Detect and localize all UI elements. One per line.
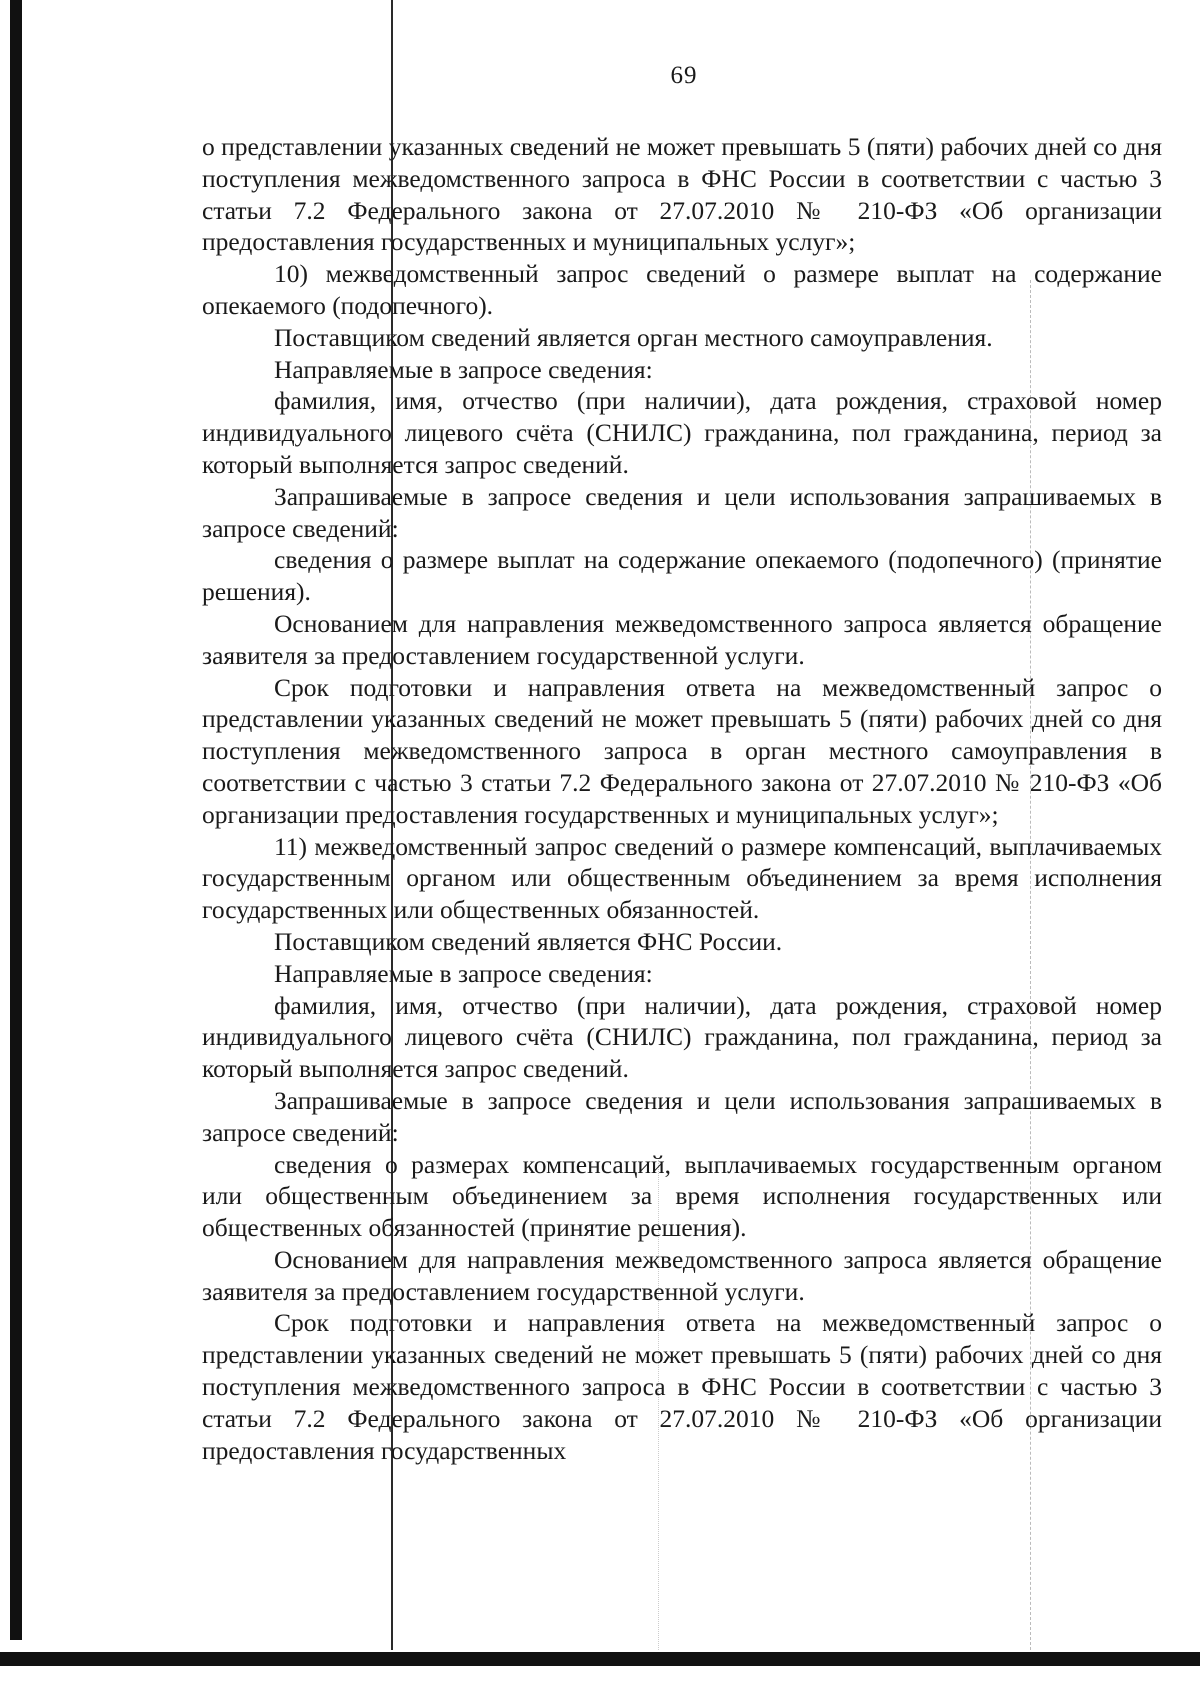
paragraph: о представлении указанных сведений не может превышать 5 (пяти) рабочих дней со дня поступления межведомственного запроса в ФНС России в соответствии с частью 3 статьи 7.2 Федерального закона от 27.07.2010 № 210-ФЗ «Об организации предоставления государственных и муниципальных услуг»; [202, 132, 1162, 257]
paragraph: фамилия, имя, отчество (при наличии), дата рождения, страховой номер индивидуального лицевого счёта (СНИЛС) гражданина, пол гражданина, период за который выполняется запрос сведений. [202, 386, 1162, 479]
paragraph: сведения о размерах компенсаций, выплачиваемых государственным органом или общественным объединением за время исполнения государственных или общественных обязанностей (принятие решения). [202, 1149, 1162, 1243]
paragraph: Срок подготовки и направления ответа на межведомственный запрос о представлении указанных сведений не может превышать 5 (пяти) рабочих дней со дня поступления межведомственного запроса в ФНС России в соответствии с частью 3 статьи 7.2 Федерального закона от 27.07.2010 № 210-ФЗ «Об организации предоставления государственных [202, 1308, 1162, 1465]
paragraph: 11) межведомственный запрос сведений о размере компенсаций, выплачиваемых государственным органом или общественным объединением за время исполнения государственных или общественных обязанностей. [202, 831, 1162, 925]
document-body [202, 131, 1162, 1466]
paragraph: Запрашиваемые в запросе сведения и цели использования запрашиваемых в запросе сведений: [202, 481, 1162, 543]
paragraph: 10) межведомственный запрос сведений о размере выплат на содержание опекаемого (подопечного). [202, 259, 1162, 320]
scan-edge-bottom [0, 1652, 1200, 1666]
scan-edge-left [10, 0, 22, 1640]
paragraph: Направляемые в запросе сведения: [274, 354, 653, 384]
paragraph: Поставщиком сведений является орган местного самоуправления. [274, 322, 993, 352]
paragraph: Направляемые в запросе сведения: [274, 958, 653, 988]
paragraph: Срок подготовки и направления ответа на межведомственный запрос о представлении указанных сведений не может превышать 5 (пяти) рабочих дней со дня поступления межведомственного запроса в орган местного самоуправления в соответствии с частью 3 статьи 7.2 Федерального закона от 27.07.2010 № 210-ФЗ «Об организации предоставления государственных и муниципальных услуг»; [202, 672, 1162, 829]
paragraph: Поставщиком сведений является ФНС России. [274, 926, 783, 956]
page-number-text: 69 [670, 62, 698, 89]
paragraph: Основанием для направления межведомственного запроса является обращение заявителя за предоставлением государственной услуги. [202, 1244, 1162, 1306]
paragraph: Основанием для направления межведомственного запроса является обращение заявителя за предоставлением государственной услуги. [202, 608, 1162, 670]
paragraph: сведения о размере выплат на содержание опекаемого (подопечного) (принятие решения). [202, 545, 1162, 607]
page-number [0, 62, 1200, 90]
paragraph: Запрашиваемые в запросе сведения и цели использования запрашиваемых в запросе сведений: [202, 1085, 1162, 1147]
paragraph: фамилия, имя, отчество (при наличии), дата рождения, страховой номер индивидуального лицевого счёта (СНИЛС) гражданина, пол гражданина, период за который выполняется запрос сведений. [202, 990, 1162, 1084]
